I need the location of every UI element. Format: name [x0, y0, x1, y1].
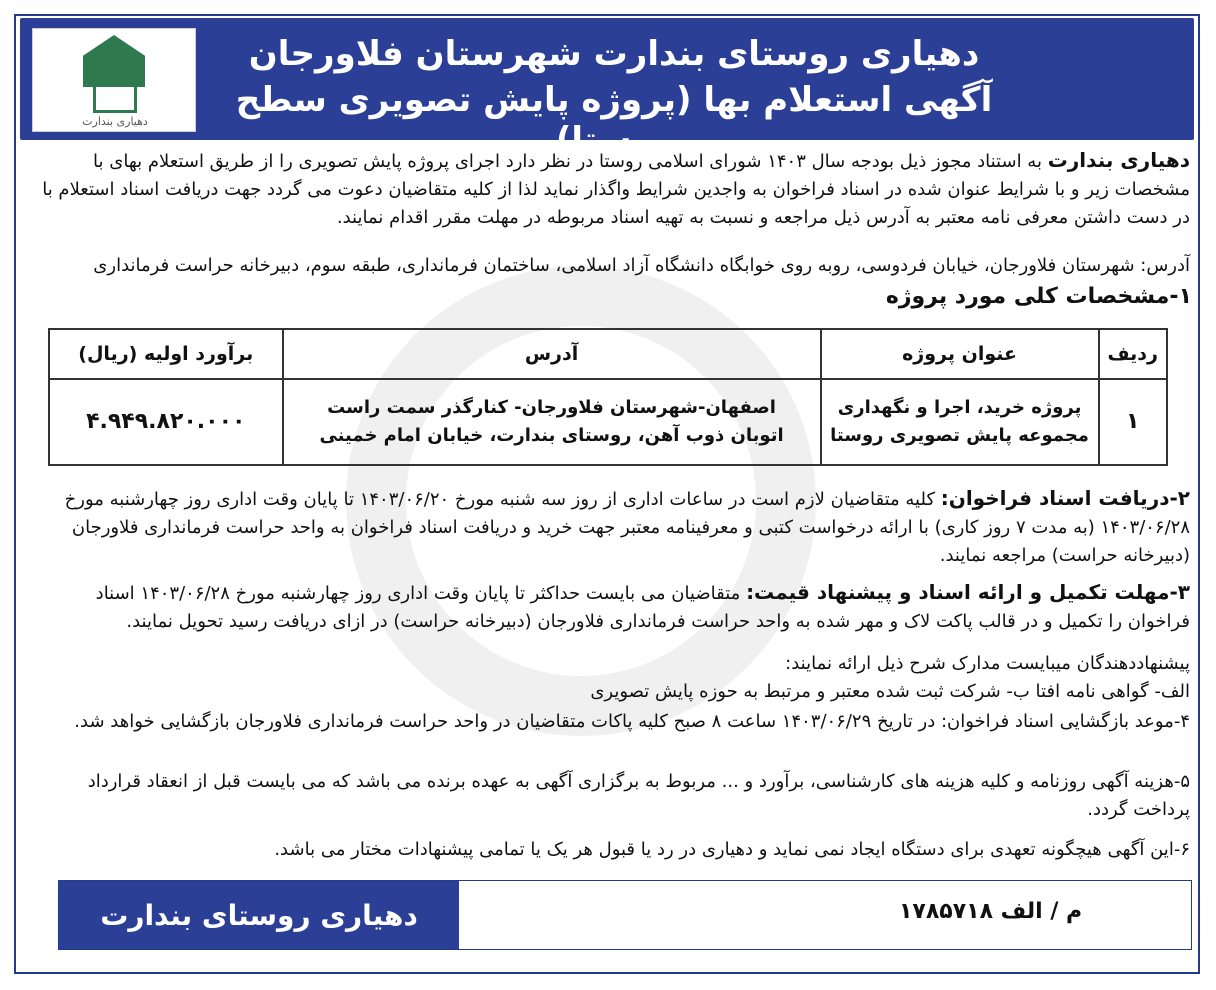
intro-lead: دهیاری بندارت	[1047, 148, 1190, 172]
table-row	[49, 379, 1167, 465]
section1-heading: ۱-مشخصات کلی مورد پروژه	[885, 284, 1192, 309]
intro-paragraph	[30, 146, 1190, 232]
col-address: آدرس	[283, 329, 821, 379]
section4: ۴-موعد بازگشایی اسناد فراخوان: در تاریخ ۱۴۰۳/۰۶/۲۹ ساعت ۸ صبح کلیه پاکات متقاضیان در واحد حراست فرمانداری فلاورجان بازگشایی خواهد شد.	[74, 711, 1190, 732]
projects-table	[48, 328, 1168, 466]
col-title: عنوان پروژه	[821, 329, 1099, 379]
cell-title-line1: پروژه خرید، اجرا و نگهداری	[837, 397, 1082, 418]
intro-address: آدرس: شهرستان فلاورجان، خیابان فردوسی، روبه روی خوابگاه دانشگاه آزاد اسلامی، ساختمان فرمانداری، طبقه سوم، دبیرخانه حراست فرمانداری	[93, 255, 1190, 276]
house-icon	[93, 87, 137, 113]
logo	[32, 28, 196, 132]
cell-title-line2: مجموعه پایش تصویری روستا	[830, 425, 1089, 446]
section3-docs-intro: پیشنهاددهندگان میبایست مدارک شرح ذیل ارائه نمایند:	[785, 653, 1190, 674]
page-title: دهیاری روستای بندارت شهرستان فلاورجان	[248, 34, 980, 74]
logo-text: دهیاری بندارت	[82, 115, 148, 128]
footer-org: دهیاری روستای بندارت	[59, 881, 459, 949]
intro-text: به استناد مجوز ذیل بودجه سال ۱۴۰۳ شورای اسلامی روستا در نظر دارد اجرای پروژه پایش تصویری را از طریق استعلام بهای با مشخصات زیر و با شرایط عنوان شده در اسناد فراخوان به واجدین شرایط واگذار نماید لذا از کلیه متقاضیان دعوت می گردد جهت دریافت اسناد استعلام با در دست داشتن معرفی نامه معتبر به آدرس ذیل مراجعه و نسبت به تهیه اسناد مربوطه در مهلت مقرر اقدام نمایند.	[42, 151, 1190, 228]
section3	[30, 578, 1190, 636]
cell-address	[283, 379, 821, 465]
logo-icon	[83, 35, 145, 87]
section6: ۶-این آگهی هیچگونه تعهدی برای دستگاه ایجاد نمی نماید و دهیاری در رد یا قبول هر یک یا تمامی پیشنهادات مختار می باشد.	[274, 839, 1190, 860]
cell-address-line2: اتوبان ذوب آهن، روستای بندارت، خیابان امام خمینی	[319, 425, 784, 446]
table-header-row	[49, 329, 1167, 379]
col-amount: برآورد اولیه (ریال)	[49, 329, 283, 379]
section3-docs: الف- گواهی نامه افتا ب- شرکت ثبت شده معتبر و مرتبط به حوزه پایش تصویری	[590, 681, 1190, 702]
cell-title	[821, 379, 1099, 465]
cell-address-line1: اصفهان-شهرستان فلاورجان- کنارگذر سمت راست	[327, 397, 776, 418]
cell-row-no: ۱	[1099, 379, 1167, 465]
section3-label: ۳-مهلت تکمیل و ارائه اسناد و پیشنهاد قیمت:	[746, 580, 1190, 604]
section2-label: ۲-دریافت اسناد فراخوان:	[940, 486, 1190, 510]
page-subtitle: آگهی استعلام بها (پروژه پایش تصویری سطح روستا)	[235, 80, 993, 160]
footer-code: م / الف ۱۷۸۵۷۱۸	[899, 899, 1083, 924]
section2	[30, 484, 1190, 570]
header-banner	[20, 18, 1194, 160]
footer	[58, 880, 1192, 950]
section2-text: کلیه متقاضیان لازم است در ساعات اداری از روز سه شنبه مورخ ۱۴۰۳/۰۶/۲۰ تا پایان وقت اداری روز چهارشنبه مورخ ۱۴۰۳/۰۶/۲۸ (به مدت ۷ روز کاری) با ارائه درخواست کتبی و معرفینامه معتبر جهت خرید و دریافت اسناد فراخوان به واحد حراست فرمانداری فلاورجان (دبیرخانه حراست) مراجعه نمایند.	[64, 489, 1190, 566]
cell-amount: ۴.۹۴۹.۸۲۰.۰۰۰	[49, 379, 283, 465]
col-row-no: ردیف	[1099, 329, 1167, 379]
section3-text: متقاضیان می بایست حداکثر تا پایان وقت اداری روز چهارشنبه مورخ ۱۴۰۳/۰۶/۲۸ اسناد فراخوان را تکمیل و در قالب پاکت لاک و مهر شده به واحد حراست فرمانداری فلاورجان (دبیرخانه حراست) در ازای دریافت رسید تحویل نمایند.	[95, 583, 1190, 632]
section5: ۵-هزینه آگهی روزنامه و کلیه هزینه های کارشناسی، برآورد و ... مربوط به برگزاری آگهی به عهده برنده می باشد که می بایست قبل از انعقاد قرارداد پرداخت گردد.	[87, 771, 1190, 820]
